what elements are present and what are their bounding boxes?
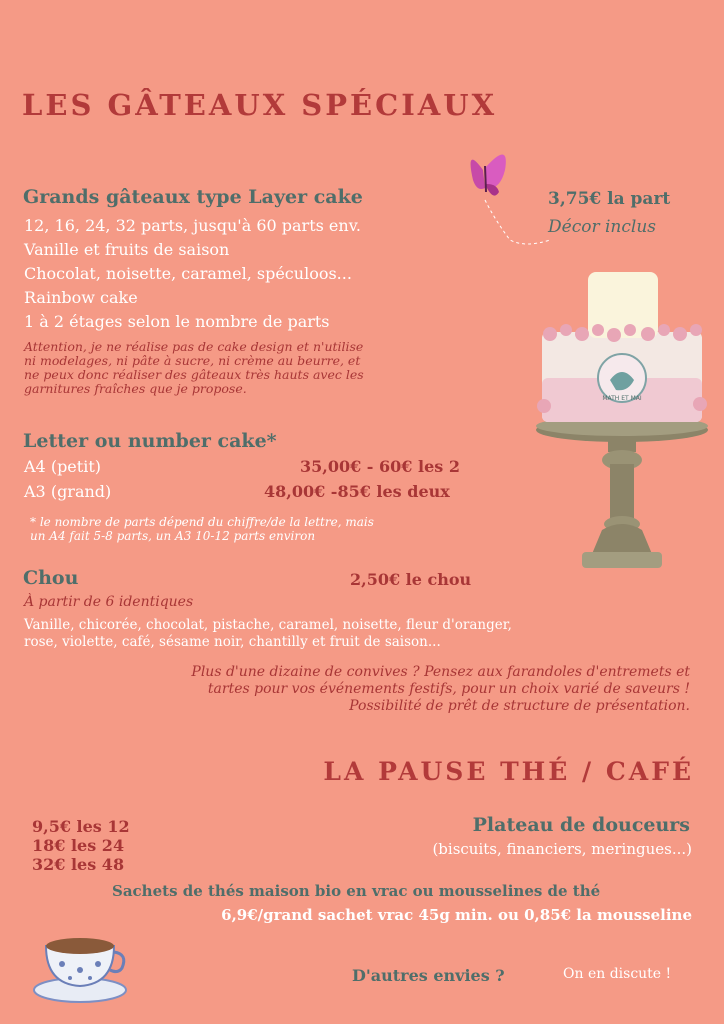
plateau-heading: Plateau de douceurs [472, 814, 690, 836]
tea-heading: Sachets de thés maison bio en vrac ou mousselines de thé [112, 882, 601, 900]
tip-line: Possibilité de prêt de structure de présentation. [349, 698, 690, 714]
tea-price: 6,9€/grand sachet vrac 45g min. ou 0,85€ la mousseline [221, 906, 692, 924]
layer-cake-warning [24, 340, 364, 396]
chou-heading: Chou [23, 567, 79, 589]
layer-cake-details [24, 214, 361, 334]
plateau-price: 9,5€ les 12 [32, 817, 130, 836]
cake-stand-illustration [530, 268, 714, 588]
letter-cake-row-label: A4 (petit) [24, 457, 101, 476]
plateau-subheading: (biscuits, financiers, meringues...) [432, 840, 692, 858]
cake-logo-text: MATH ET MAI [602, 395, 642, 402]
footnote-line: un A4 fait 5-8 parts, un A3 10-12 parts environ [30, 529, 316, 543]
closing-answer: On en discute ! [563, 966, 672, 982]
layer-cake-line: 12, 16, 24, 32 parts, jusqu'à 60 parts env. [24, 216, 361, 235]
layer-cake-heading: Grands gâteaux type Layer cake [23, 186, 363, 208]
layer-cake-price-note: Décor inclus [548, 217, 656, 237]
plateau-price: 18€ les 24 [32, 836, 125, 855]
plateau-prices [32, 817, 130, 874]
letter-cake-heading: Letter ou number cake* [23, 430, 277, 452]
footnote-line: * le nombre de parts dépend du chiffre/de la lettre, mais [30, 515, 374, 529]
warning-line: Attention, je ne réalise pas de cake design et n'utilise [24, 339, 364, 354]
closing-question: D'autres envies ? [352, 966, 505, 985]
tip-line: tartes pour vos événements festifs, pour un choix varié de saveurs ! [207, 681, 690, 697]
letter-cake-row-price: 35,00€ - 60€ les 2 [300, 457, 460, 476]
flavor-line: Vanille, chicorée, chocolat, pistache, caramel, noisette, fleur d'oranger, [24, 617, 512, 633]
tip-line: Plus d'une dizaine de convives ? Pensez aux farandoles d'entremets et [191, 664, 690, 680]
letter-cake-row-label: A3 (grand) [24, 482, 112, 501]
section-title-pause: LA PAUSE THÉ / CAFÉ [323, 757, 694, 786]
warning-line: garnitures fraîches que je propose. [24, 381, 247, 396]
letter-cake-footnote [30, 515, 374, 543]
layer-cake-line: Vanille et fruits de saison [24, 240, 230, 259]
letter-cake-row-price: 48,00€ -85€ les deux [264, 482, 450, 501]
flavor-line: rose, violette, café, sésame noir, chantilly et fruit de saison... [24, 634, 441, 650]
teacup-illustration [30, 924, 130, 1006]
layer-cake-line: Chocolat, noisette, caramel, spéculoos... [24, 264, 352, 283]
warning-line: ne peux donc réaliser des gâteaux très hauts avec les [24, 367, 364, 382]
warning-line: ni modelages, ni pâte à sucre, ni crème au beurre, et [24, 353, 361, 368]
plateau-price: 32€ les 48 [32, 855, 125, 874]
section-title-gateaux: LES GÂTEAUX SPÉCIAUX [22, 88, 498, 122]
layer-cake-line: Rainbow cake [24, 288, 138, 307]
layer-cake-price: 3,75€ la part [548, 189, 671, 209]
chou-subnote: À partir de 6 identiques [24, 594, 194, 610]
chou-price: 2,50€ le chou [350, 570, 472, 589]
chou-flavors [24, 617, 512, 651]
event-tip [191, 664, 690, 715]
layer-cake-line: 1 à 2 étages selon le nombre de parts [24, 312, 330, 331]
